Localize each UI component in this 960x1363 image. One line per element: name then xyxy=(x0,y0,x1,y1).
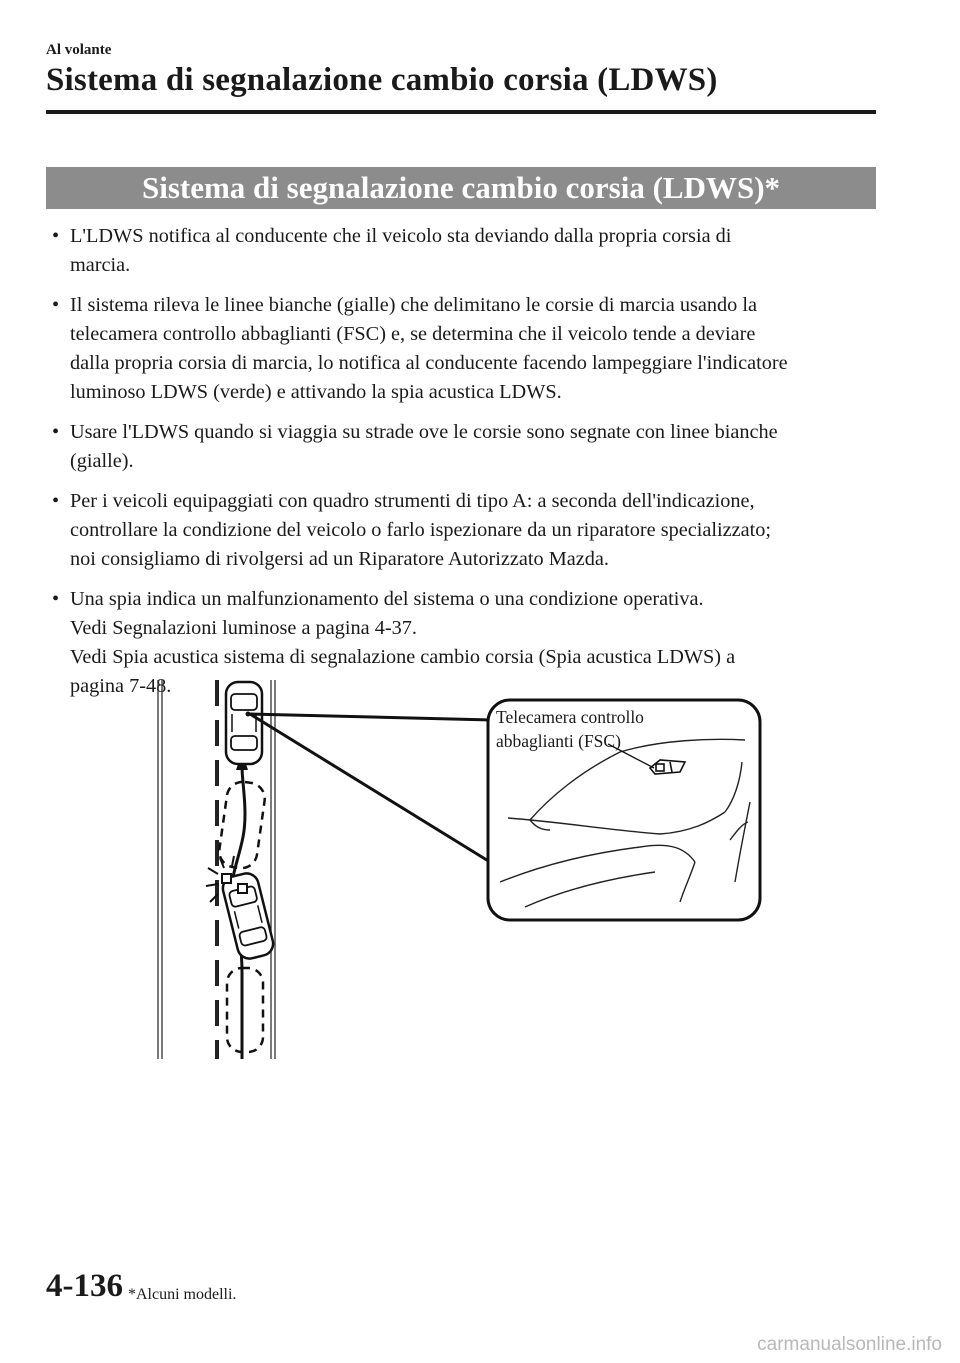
callout-line: Telecamera controllo xyxy=(496,707,644,727)
bullet-dot: • xyxy=(52,490,60,512)
bullet-line: Per i veicoli equipaggiati con quadro strumenti di tipo A: a seconda dell'indicazione, xyxy=(70,490,755,512)
section-title: Sistema di segnalazione cambio corsia (LDWS) xyxy=(46,62,718,98)
topic-banner: Sistema di segnalazione cambio corsia (LDWS)* xyxy=(46,167,876,209)
bullet-line: Vedi Segnalazioni luminose a pagina 4-37. xyxy=(70,617,417,639)
ghost-car-outline xyxy=(227,968,263,1052)
bullet-line: noi consigliamo di rivolgersi ad un Riparatore Autorizzato Mazda. xyxy=(70,548,609,570)
bullet-line: (gialle). xyxy=(70,450,134,472)
bullet-line: controllare la condizione del veicolo o farlo ispezionare da un riparatore specializzato; xyxy=(70,519,772,541)
bullet-line: Una spia indica un malfunzionamento del sistema o una condizione operativa. xyxy=(70,588,704,610)
bullet-item xyxy=(46,418,876,476)
bullet-line: Usare l'LDWS quando si viaggia su strade ove le corsie sono segnate con linee bianche xyxy=(70,421,778,443)
callout-line: abbaglianti (FSC) xyxy=(496,731,621,751)
bullet-line: pagina 7-48. xyxy=(70,675,172,697)
bullet-line: dalla propria corsia di marcia, lo notifica al conducente facendo lampeggiare l'indicatore xyxy=(70,352,788,374)
bullet-item xyxy=(46,291,876,407)
footnote: *Alcuni modelli. xyxy=(128,1286,237,1303)
camera-callout-label xyxy=(496,705,644,753)
callout-lines xyxy=(250,714,492,862)
title-rule xyxy=(46,110,876,114)
bullet-item xyxy=(46,222,876,280)
bullet-line: Vedi Spia acustica sistema di segnalazione cambio corsia (Spia acustica LDWS) a xyxy=(70,646,736,668)
bullet-dot: • xyxy=(52,421,60,443)
bullet-line: telecamera controllo abbaglianti (FSC) e, se determina che il veicolo tende a deviare xyxy=(70,323,756,345)
road-edge-left xyxy=(158,680,162,1059)
road-edge-right xyxy=(271,680,275,1059)
page-number: 4-136 xyxy=(46,1268,123,1304)
bullet-dot: • xyxy=(52,294,60,316)
bullet-line: Il sistema rileva le linee bianche (gialle) che delimitano le corsie di marcia usando la xyxy=(70,294,758,316)
bullet-dot: • xyxy=(52,225,60,247)
watermark: carmanualsonline.info xyxy=(757,1334,942,1355)
car-top xyxy=(226,682,262,764)
bullet-line: luminoso LDWS (verde) e attivando la spia acustica LDWS. xyxy=(70,381,562,403)
bullet-item xyxy=(46,487,876,574)
ldws-illustration xyxy=(150,672,770,1062)
ghost-car-outline xyxy=(217,780,267,870)
bullet-line: L'LDWS notifica al conducente che il veicolo sta deviando dalla propria corsia di xyxy=(70,225,732,247)
bullet-dot: • xyxy=(52,588,60,610)
bullet-list xyxy=(46,222,876,712)
chapter-label: Al volante xyxy=(46,42,112,58)
bullet-line: marcia. xyxy=(70,254,131,276)
